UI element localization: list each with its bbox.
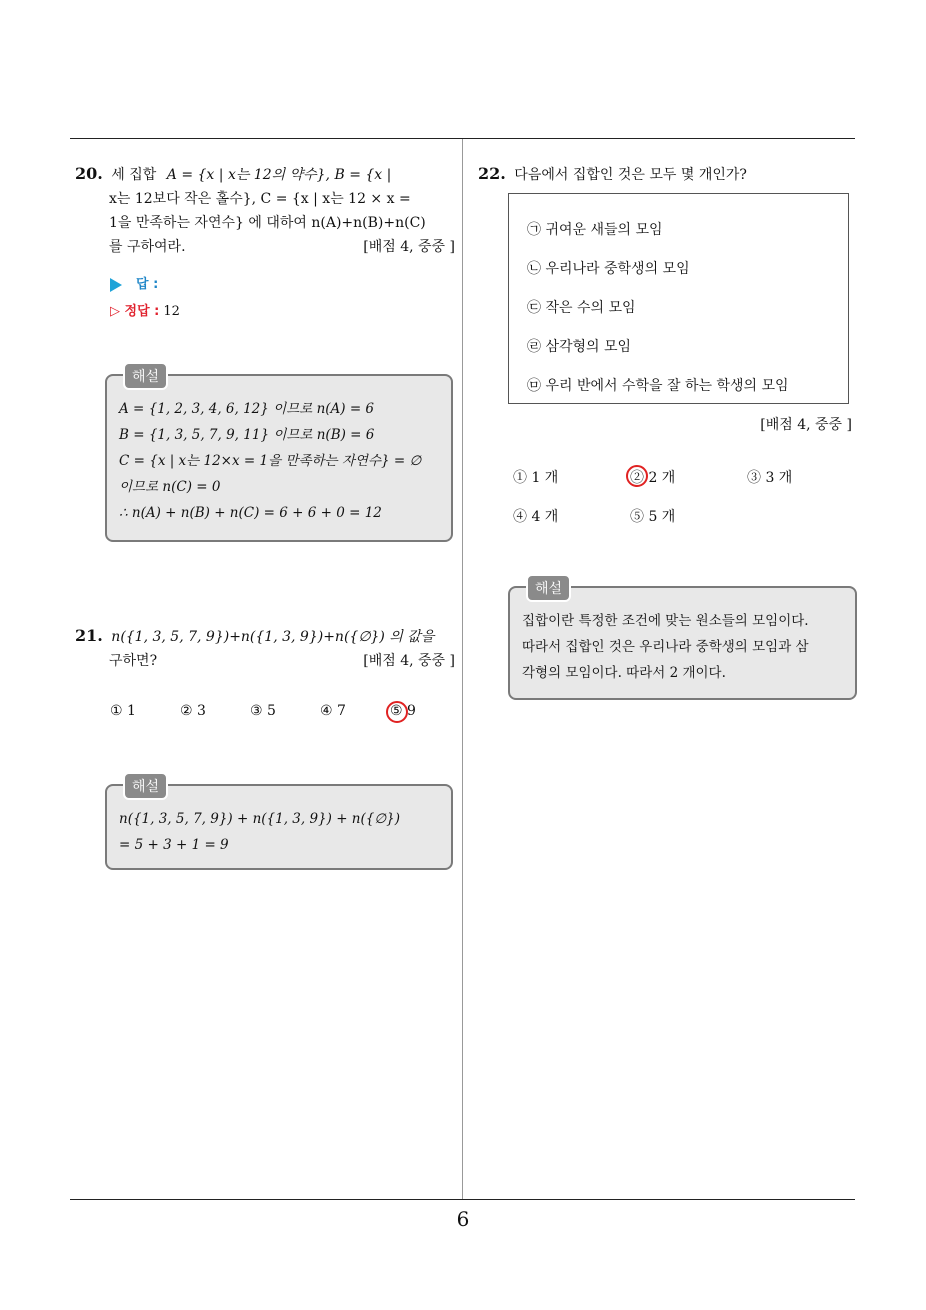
question-22 [478, 162, 858, 187]
bottom-rule [70, 1199, 855, 1200]
q20-line1: 20. 세 집합 A = {x | x는 12의 약수}, B = {x | [75, 164, 392, 183]
q21-choice-5[interactable]: ⑤ 9 [390, 703, 416, 719]
q20-explanation-body: A = {1, 2, 3, 4, 6, 12} 이므로 n(A) = 6 B = {1, 3, 5, 7, 9, 11} 이므로 n(B) = 6 C = {x | x는 12×x = 1을 만족하는 자연수} = ∅ 이므로 n(C) = 0 ∴ n(A) + n(B) + n(C) = 6 + 6 + 0 = 12 [119, 401, 422, 521]
q20-explanation-box [105, 369, 453, 542]
q22-explanation-body: 집합이란 특정한 조건에 맞는 원소들의 모임이다. 따라서 집합인 것은 우리나라 중학생의 모임과 삼 각형의 모임이다. 따라서 2 개이다. [522, 613, 809, 681]
page-number: 6 [456, 1207, 470, 1231]
q22-choice-4[interactable]: ④ 4 개 [513, 509, 559, 525]
q20-explanation-tag: 해설 [123, 362, 168, 390]
q21-choice-2[interactable]: ② 3 [180, 703, 206, 719]
q21-meta: [배점 4, 중중 ] [363, 653, 455, 669]
q20-line4: 를 구하여라. [배점 4, 중중 ] [75, 235, 455, 259]
q22-choice-5[interactable]: ⑤ 5 개 [630, 509, 676, 525]
q22-item-4: ㉣ 삼각형의 모임 [527, 339, 632, 355]
q21-explanation-body: n({1, 3, 5, 7, 9}) + n({1, 3, 9}) + n({∅}) = 5 + 3 + 1 = 9 [119, 811, 400, 853]
q21-explanation-tag: 해설 [123, 772, 168, 800]
selected-circle-icon [626, 465, 648, 487]
q20-correct-line: ▷ 정답 : 12 [110, 304, 180, 319]
q20-answer-line: 답 : [110, 273, 158, 292]
q21-choice-1[interactable]: ① 1 [110, 703, 136, 719]
q22-items-box [508, 193, 849, 404]
q22-number: 22. [478, 164, 506, 183]
q22-item-1: ㉠ 귀여운 새들의 모임 [527, 222, 663, 238]
q20-line2: x는 12보다 작은 홀수}, C = {x | x는 12 × x = [109, 191, 411, 207]
q22-choice-2[interactable]: ② 2 개 [630, 470, 676, 486]
q21-explanation-box [105, 779, 453, 870]
q22-explanation-box [508, 581, 857, 700]
q21-choice-3[interactable]: ③ 5 [250, 703, 276, 719]
question-20 [75, 162, 455, 259]
q22-item-2: ㉡ 우리나라 중학생의 모임 [527, 261, 690, 277]
q22-item-3: ㉢ 작은 수의 모임 [527, 300, 636, 316]
q20-number: 20. [75, 164, 103, 183]
q22-prompt: 다음에서 집합인 것은 모두 몇 개인가? [514, 167, 747, 183]
q21-number: 21. [75, 626, 103, 645]
q21-line1: 21. n({1, 3, 5, 7, 9})+n({1, 3, 9})+n({∅}) 의 값을 [75, 626, 435, 645]
q22-choice-3[interactable]: ③ 3 개 [747, 470, 793, 486]
q20-meta: [배점 4, 중중 ] [363, 239, 455, 255]
q22-item-5: ㉤ 우리 반에서 수학을 잘 하는 학생의 모임 [527, 378, 789, 394]
selected-circle-icon [386, 701, 408, 723]
q21-line2: 구하면? [배점 4, 중중 ] [75, 649, 455, 673]
q22-choice-1[interactable]: ① 1 개 [513, 470, 559, 486]
q21-choice-4[interactable]: ④ 7 [320, 703, 346, 719]
q20-line3: 1을 만족하는 자연수} 에 대하여 n(A)+n(B)+n(C) [109, 215, 426, 231]
q22-explanation-tag: 해설 [526, 574, 571, 602]
column-divider [462, 139, 463, 1199]
q22-meta: [배점 4, 중중 ] [760, 417, 852, 433]
question-21 [75, 624, 455, 673]
play-arrow-icon [110, 278, 122, 292]
